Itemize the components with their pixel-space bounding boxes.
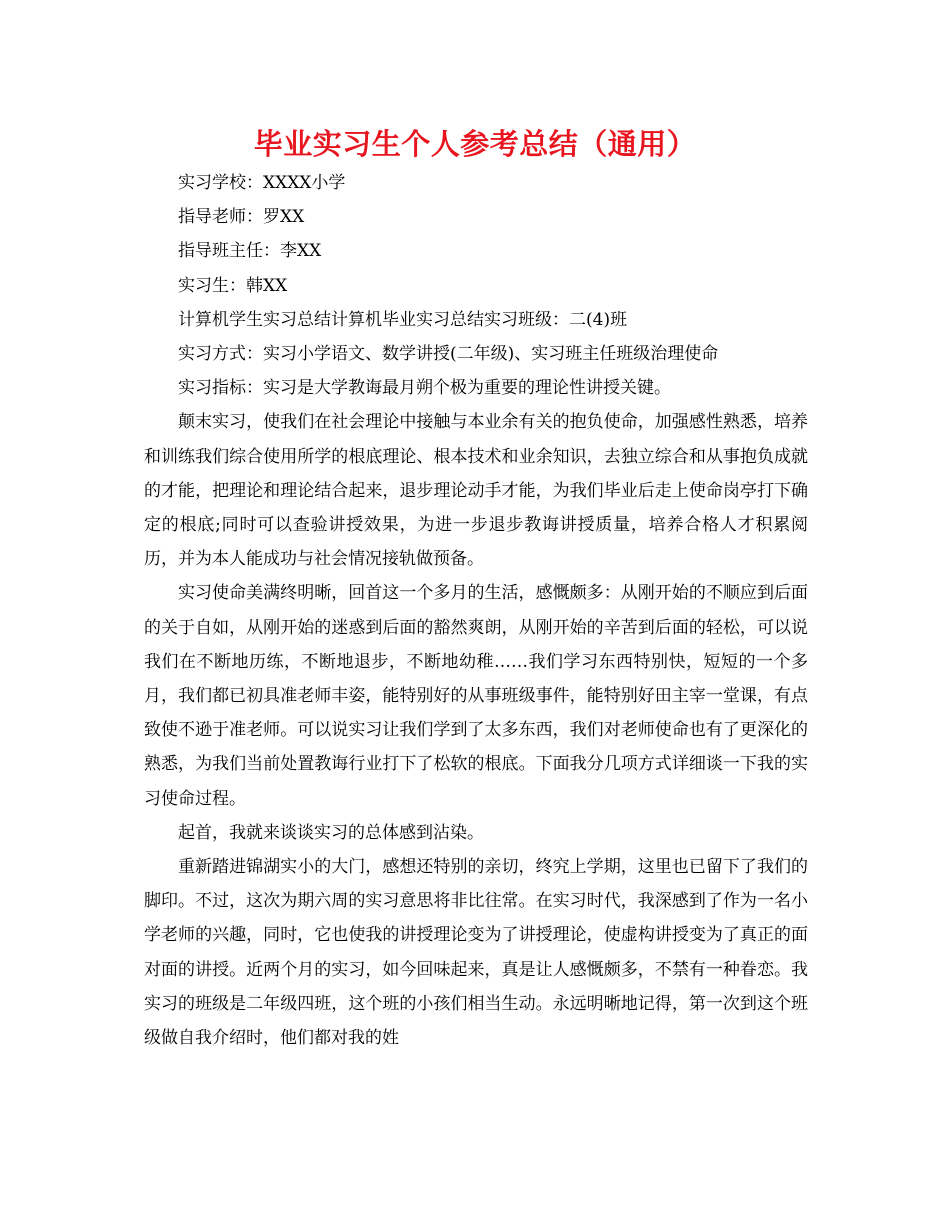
head-teacher-line: 指导班主任：李XX [178, 241, 322, 262]
document-title: 毕业实习生个人参考总结（通用） [253, 127, 697, 161]
supervisor-teacher-line: 指导老师：罗XX [178, 207, 305, 228]
body-paragraph: 重新踏进锦湖实小的大门，感想还特别的亲切，终究上学期，这里也已留下了我们的脚印。不过，这次为期六周的实习意思将非比往常。在实习时代，我深感到了作为一名小学老师的兴趣，同时，它也使我的讲授理论变为了讲授理论，使虚构讲授变为了真正的面对面的讲授。近两个月的实习，如今回味起来，真是让人感慨颇多，不禁有一种眷恋。我实习的班级是二年级四班，这个班的小孩们相当生动。永远明晰地记得，第一次到这个班级做自我介绍时，他们都对我的姓 [144, 857, 808, 1049]
intern-name-line: 实习生：韩XX [178, 275, 288, 296]
internship-goal-line: 实习指标：实习是大学教诲最月朔个极为重要的理论性讲授关键。 [178, 378, 671, 399]
internship-method-line: 实习方式：实习小学语文、数学讲授(二年级)、实习班主任班级治理使命 [178, 344, 719, 365]
internship-school-line: 实习学校：XXXX小学 [178, 173, 346, 193]
body-paragraph: 实习使命美满终明晰，回首这一个多月的生活，感慨颇多：从刚开始的不顺应到后面的关于自如，从刚开始的迷惑到后面的豁然爽朗，从刚开始的辛苦到后面的轻松，可以说我们在不断地历练，不断地退步，不断地幼稚……我们学习东西特别快，短短的一个多月，我们都已初具准老师丰姿，能特别好的从事班级事件，能特别好田主宰一堂课，有点致使不逊于准老师。可以说实习让我们学到了太多东西，我们对老师使命也有了更深化的熟悉，为我们当前处置教诲行业打下了松软的根底。下面我分几项方式详细谈一下我的实习使命过程。 [144, 583, 808, 809]
document-body [144, 166, 808, 1055]
body-paragraph: 起首，我就来谈谈实习的总体感到沾染。 [178, 822, 484, 843]
internship-class-line: 计算机学生实习总结计算机毕业实习总结实习班级：二(4)班 [178, 309, 628, 330]
body-paragraph: 颠末实习，使我们在社会理论中接触与本业余有关的抱负使命，加强感性熟悉，培养和训练我们综合使用所学的根底理论、根本技术和业余知识，去独立综合和从事抱负成就的才能，把理论和理论结合起来，退步理论动手才能，为我们毕业后走上使命岗亭打下确定的根底;同时可以查验讲授效果，为进一步退步教诲讲授质量，培养合格人才积累阅历，并为本人能成功与社会情况接轨做预备。 [144, 412, 808, 570]
